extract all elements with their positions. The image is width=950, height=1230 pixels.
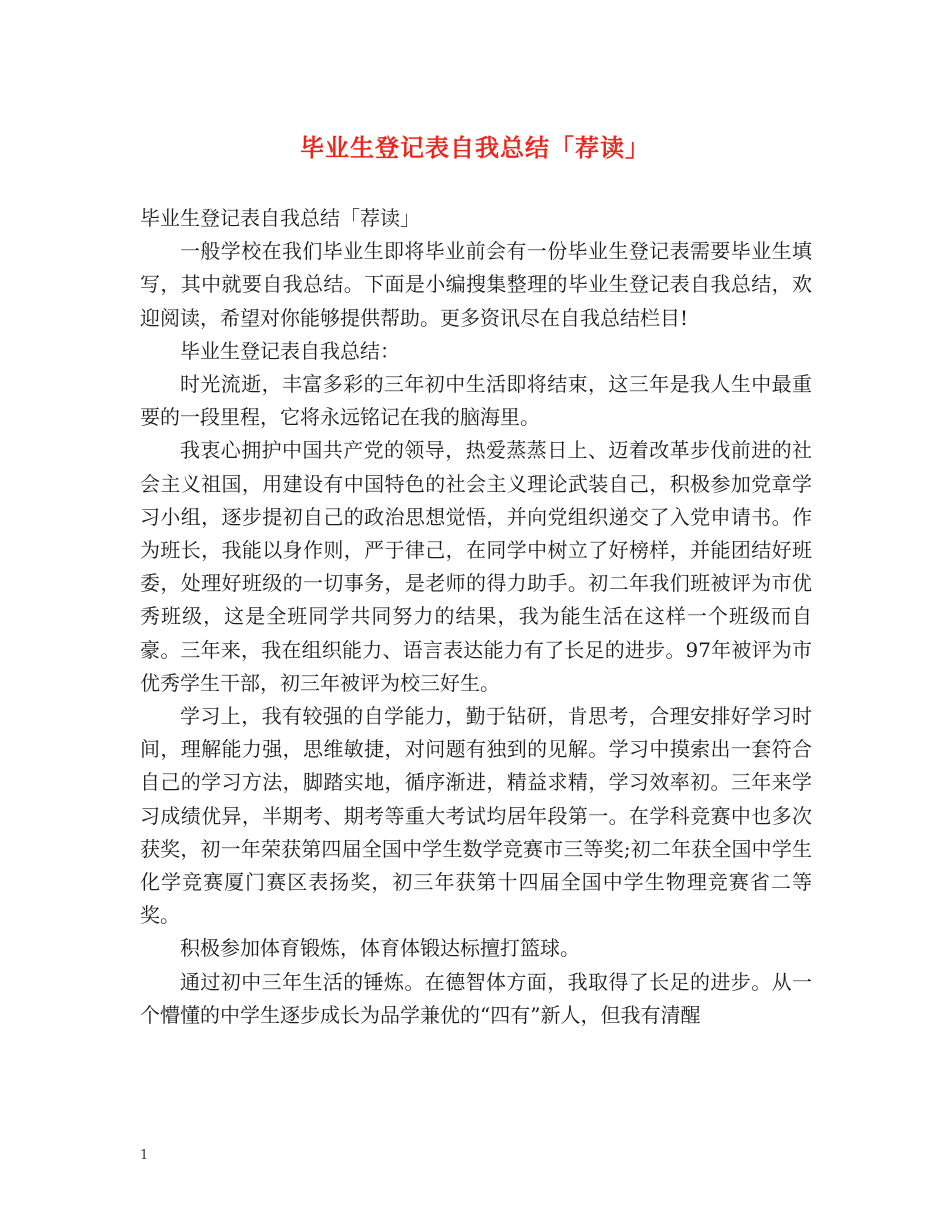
page-number: 1 [140, 1148, 149, 1163]
paragraph-time: 时光流逝，丰富多彩的三年初中生活即将结束，这三年是我人生中最重要的一段里程，它将永远铭记在我的脑海里。 [140, 372, 812, 430]
paragraph-study: 学习上，我有较强的自学能力，勤于钻研，肯思考，合理安排好学习时间，理解能力强，思维敏捷，对问题有独到的见解。学习中摸索出一套符合自己的学习方法，脚踏实地，循序渐进，精益求精，学习效率初。三年来学习成绩优异，半期考、期考等重大考试均居年段第一。在学科竞赛中也多次获奖，初一年荣获第四届全国中学生数学竞赛市三等奖;初二年获全国中学生化学竞赛厦门赛区表扬奖，初三年获第十四届全国中学生物理竞赛省二等奖。 [140, 704, 812, 928]
document-body [140, 202, 812, 1032]
paragraph-political: 我衷心拥护中国共产党的领导，热爱蒸蒸日上、迈着改革步伐前进的社会主义祖国，用建设有中国特色的社会主义理论武装自己，积极参加党章学习小组，逐步提初自己的政治思想觉悟，并向党组织递交了入党申请书。作为班长，我能以身作则，严于律己，在同学中树立了好榜样，并能团结好班委，处理好班级的一切事务，是老师的得力助手。初二年我们班被评为市优秀班级，这是全班同学共同努力的结果，我为能生活在这样一个班级而自豪。三年来，我在组织能力、语言表达能力有了长足的进步。97年被评为市优秀学生干部，初三年被评为校三好生。 [140, 438, 812, 695]
subtitle-line: 毕业生登记表自我总结「荐读」 [140, 206, 420, 230]
paragraph-intro: 一般学校在我们毕业生即将毕业前会有一份毕业生登记表需要毕业生填写，其中就要自我总结。下面是小编搜集整理的毕业生登记表自我总结，欢迎阅读，希望对你能够提供帮助。更多资讯尽在自我总结栏目! [140, 239, 812, 330]
paragraph-sports: 积极参加体育锻炼，体育体锻达标擅打篮球。 [180, 936, 580, 961]
document-title: 毕业生登记表自我总结「荐读」 [300, 133, 650, 162]
paragraph-summary: 通过初中三年生活的锤炼。在德智体方面，我取得了长足的进步。从一个懵懂的中学生逐步成长为品学兼优的“四有”新人，但我有清醒 [140, 969, 812, 1027]
paragraph-heading: 毕业生登记表自我总结： [180, 338, 400, 363]
